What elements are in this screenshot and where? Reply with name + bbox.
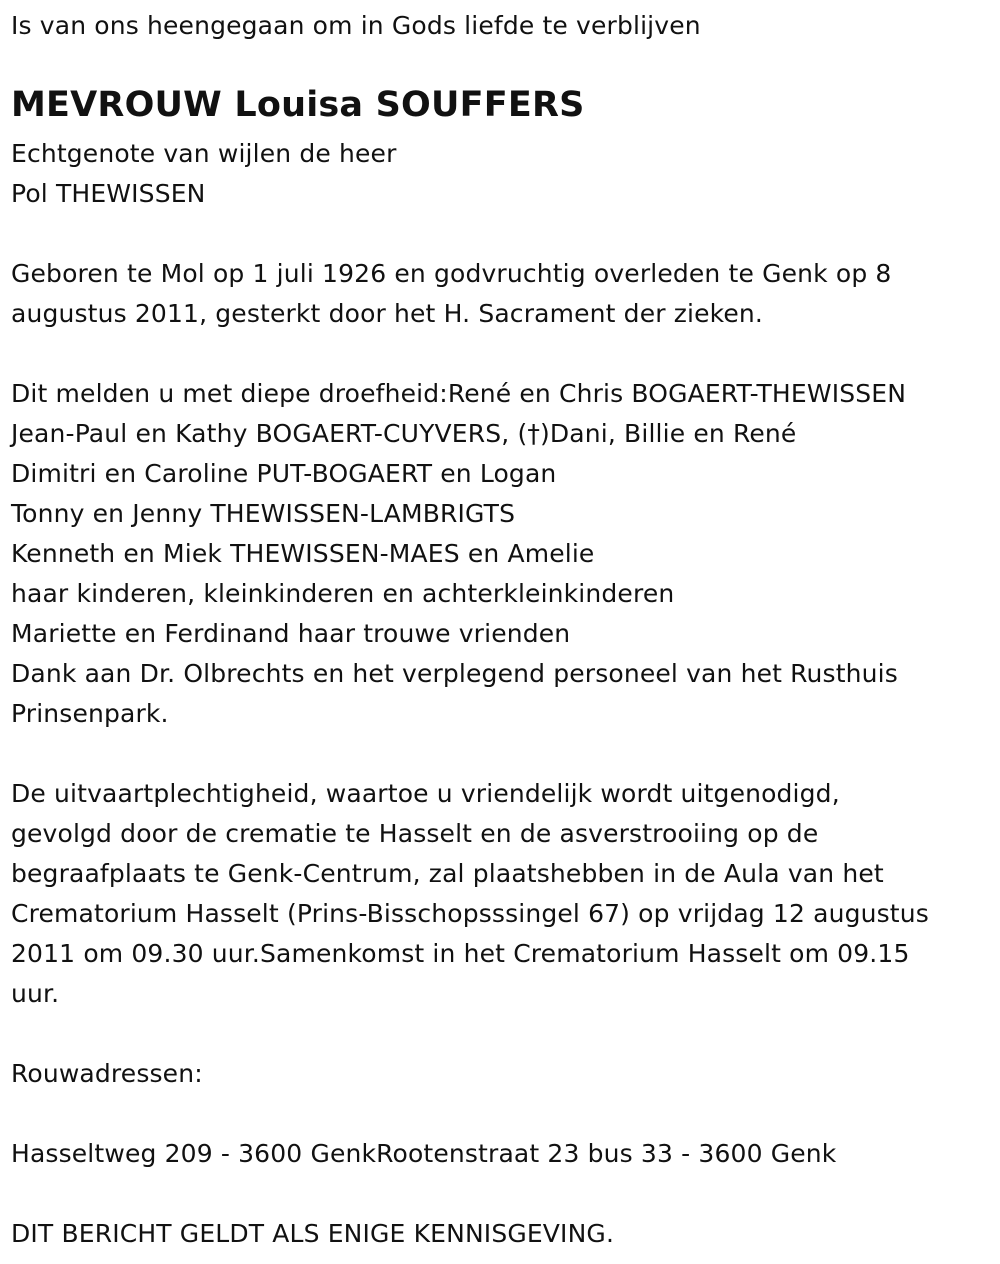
family-line: haar kinderen, kleinkinderen en achterkleinkinderen <box>11 579 675 608</box>
funeral-line: gevolgd door de crematie te Hasselt en de asverstrooiing op de <box>11 819 819 848</box>
birth-death-line: Geboren te Mol op 1 juli 1926 en godvruchtig overleden te Genk op 8 <box>11 259 892 288</box>
intro-text: Is van ons heengegaan om in Gods liefde te verblijven <box>11 11 701 40</box>
funeral-line: uur. <box>11 979 60 1008</box>
family-line: Dank aan Dr. Olbrechts en het verplegend personeel van het Rusthuis <box>11 659 898 688</box>
funeral-line: Crematorium Hasselt (Prins-Bisschopsssingel 67) op vrijdag 12 augustus <box>11 899 929 928</box>
family-line: Kenneth en Miek THEWISSEN-MAES en Amelie <box>11 539 595 568</box>
funeral-line: 2011 om 09.30 uur.Samenkomst in het Crematorium Hasselt om 09.15 <box>11 939 910 968</box>
family-section <box>11 374 906 734</box>
family-line: Jean-Paul en Kathy BOGAERT-CUYVERS, (†)Dani, Billie en René <box>11 419 797 448</box>
notice-section <box>11 1214 614 1254</box>
family-line: Dit melden u met diepe droefheid:René en Chris BOGAERT-THEWISSEN <box>11 379 907 408</box>
family-line: Dimitri en Caroline PUT-BOGAERT en Logan <box>11 459 557 488</box>
addresses-heading: Rouwadressen: <box>11 1059 203 1088</box>
addresses-line: Hasseltweg 209 - 3600 GenkRootenstraat 23 bus 33 - 3600 Genk <box>11 1139 837 1168</box>
addresses-heading-section <box>11 1054 203 1094</box>
spouse-line: Echtgenote van wijlen de heer <box>11 139 397 168</box>
notice-line: DIT BERICHT GELDT ALS ENIGE KENNISGEVING. <box>11 1219 615 1248</box>
birth-death-line: augustus 2011, gesterkt door het H. Sacrament der zieken. <box>11 299 764 328</box>
addresses-section <box>11 1134 836 1174</box>
family-line: Mariette en Ferdinand haar trouwe vrienden <box>11 619 571 648</box>
funeral-line: begraafplaats te Genk-Centrum, zal plaatshebben in de Aula van het <box>11 859 884 888</box>
funeral-section <box>11 774 929 1014</box>
deceased-name: MEVROUW Louisa SOUFFERS <box>11 85 585 125</box>
spouse-section <box>11 134 397 214</box>
spouse-line: Pol THEWISSEN <box>11 179 206 208</box>
family-line: Prinsenpark. <box>11 699 169 728</box>
family-line: Tonny en Jenny THEWISSEN-LAMBRIGTS <box>11 499 516 528</box>
funeral-line: De uitvaartplechtigheid, waartoe u vriendelijk wordt uitgenodigd, <box>11 779 840 808</box>
birth-death-section <box>11 254 891 334</box>
